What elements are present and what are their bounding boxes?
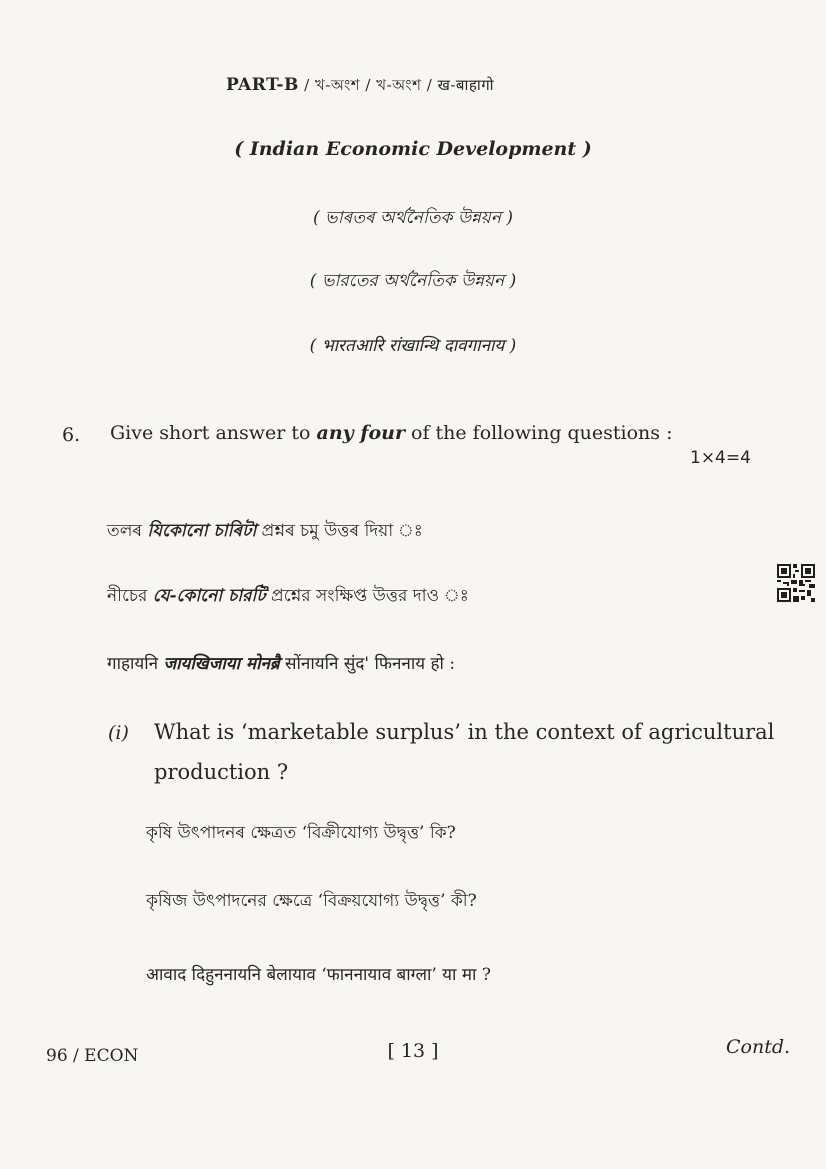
question-marks: 1×4=4	[690, 448, 751, 468]
section-title-bengali: ( ভারতের অর্থনৈতিক উন্নয়ন )	[309, 271, 517, 291]
instruction-emphasis: जायखिजाया मोनब्रै	[163, 654, 280, 674]
instruction-bengali	[107, 583, 469, 611]
instruction-after: প্ৰশ্নৰ চমু উত্তৰ দিয়া ঃ	[256, 521, 423, 541]
question-text	[110, 422, 673, 444]
question-text-after: of the following questions :	[404, 422, 673, 444]
question-text-before: Give short answer to	[110, 422, 317, 444]
question-text-emphasis: any four	[316, 422, 405, 444]
question-number: 6.	[62, 424, 81, 446]
instruction-assamese	[107, 518, 423, 546]
instruction-emphasis: যিকোনো চাৰিটা	[147, 521, 257, 541]
section-title-english: ( Indian Economic Development )	[234, 138, 592, 160]
page-number: [ 13 ]	[387, 1040, 439, 1062]
sub-question-text: What is ‘marketable surplus’ in the context of agricultural production ?	[154, 720, 775, 784]
instruction-emphasis: যে-কোনো চারটি	[152, 586, 266, 606]
instruction-bodo	[107, 651, 455, 674]
sub-question-bengali: কৃষিজ উৎপাদনের ক্ষেত্রে ‘বিক্রয়যোগ্য উদ্বৃত্ত’ কী?	[146, 891, 477, 911]
instruction-after: सोंनायनि सुंद' फिननाय हो :	[279, 654, 456, 674]
sub-question-number: (i)	[108, 722, 129, 744]
instruction-before: নীচের	[107, 586, 153, 606]
part-label: PART-B	[226, 75, 299, 95]
continued-label: Contd.	[726, 1036, 791, 1058]
instruction-before: তলৰ	[107, 521, 148, 541]
part-heading	[226, 74, 494, 99]
sub-question-bodo: आवाद दिहुननायनि बेलायाव ‘फाननायाव बाग्ला’ या मा ?	[146, 965, 491, 985]
section-title-assamese: ( ভাৰতৰ অৰ্থনৈতিক উন্নয়ন )	[312, 208, 514, 228]
sub-question-assamese: কৃষি উৎপাদনৰ ক্ষেত্ৰত ‘বিক্ৰীযোগ্য উদ্বৃত্ত’ কি?	[146, 823, 456, 843]
instruction-before: गाहायनि	[107, 654, 164, 674]
paper-code: 96 / ECON	[46, 1046, 139, 1066]
section-title-bodo: ( भारतआरि रांखान्थि दावगानाय )	[309, 336, 517, 356]
qr-code-icon	[777, 564, 815, 602]
part-translations: / খ-অংশ / খ-অংশ / ख-बाहागो	[298, 76, 495, 94]
instruction-after: প্রশ্নের সংক্ষিপ্ত উত্তর দাও ঃ	[265, 586, 469, 606]
